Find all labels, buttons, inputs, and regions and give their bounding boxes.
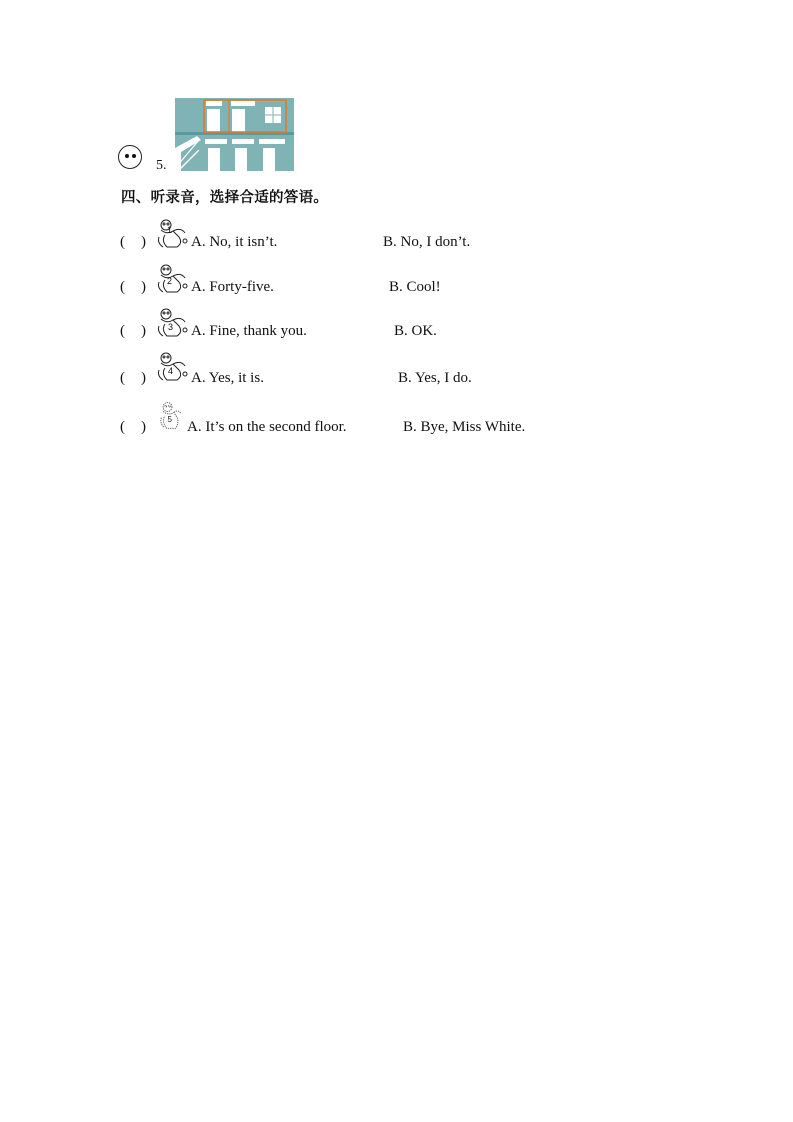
svg-text:5: 5	[167, 415, 173, 425]
answer-paren-close[interactable]: )	[141, 370, 146, 386]
question-row-4	[0, 358, 793, 398]
answer-paren-open[interactable]: (	[120, 323, 125, 339]
question-row-2	[0, 267, 793, 307]
answer-paren-close[interactable]: )	[141, 279, 146, 295]
answer-paren-open[interactable]: (	[120, 279, 125, 295]
option-b[interactable]: B. Cool!	[389, 279, 441, 295]
question-row-1	[0, 222, 793, 262]
svg-text:4: 4	[168, 366, 174, 376]
answer-paren-open[interactable]: (	[120, 234, 125, 250]
option-a[interactable]: A. Forty-five.	[191, 279, 274, 295]
question-row-3	[0, 311, 793, 351]
answer-paren-close[interactable]: )	[141, 419, 146, 435]
svg-text:3: 3	[168, 322, 174, 332]
monkey-icon	[155, 262, 191, 296]
answer-paren-open[interactable]: (	[120, 419, 125, 435]
option-a[interactable]: A. Yes, it is.	[191, 370, 264, 386]
question-row-5	[0, 407, 793, 447]
section-4-title: 四、听录音，选择合适的答语。	[121, 190, 329, 206]
svg-text:2: 2	[167, 276, 173, 286]
answer-paren-open[interactable]: (	[120, 370, 125, 386]
school-building-image	[175, 96, 294, 171]
option-a[interactable]: A. No, it isn’t.	[191, 234, 278, 250]
option-b[interactable]: B. No, I don’t.	[383, 234, 471, 250]
option-b[interactable]: B. Yes, I do.	[398, 370, 472, 386]
option-a[interactable]: A. Fine, thank you.	[191, 323, 307, 339]
option-a[interactable]: A. It’s on the second floor.	[187, 419, 347, 435]
svg-text:1: 1	[167, 225, 173, 235]
answer-paren-close[interactable]: )	[141, 234, 146, 250]
listening-face-icon	[118, 145, 142, 169]
option-b[interactable]: B. Bye, Miss White.	[403, 419, 526, 435]
monkey-icon	[156, 398, 188, 432]
option-b[interactable]: B. OK.	[394, 323, 437, 339]
monkey-icon	[155, 217, 191, 251]
monkey-icon	[155, 306, 191, 340]
question-5-number: 5.	[156, 158, 167, 173]
monkey-icon	[155, 350, 191, 384]
answer-paren-close[interactable]: )	[141, 323, 146, 339]
